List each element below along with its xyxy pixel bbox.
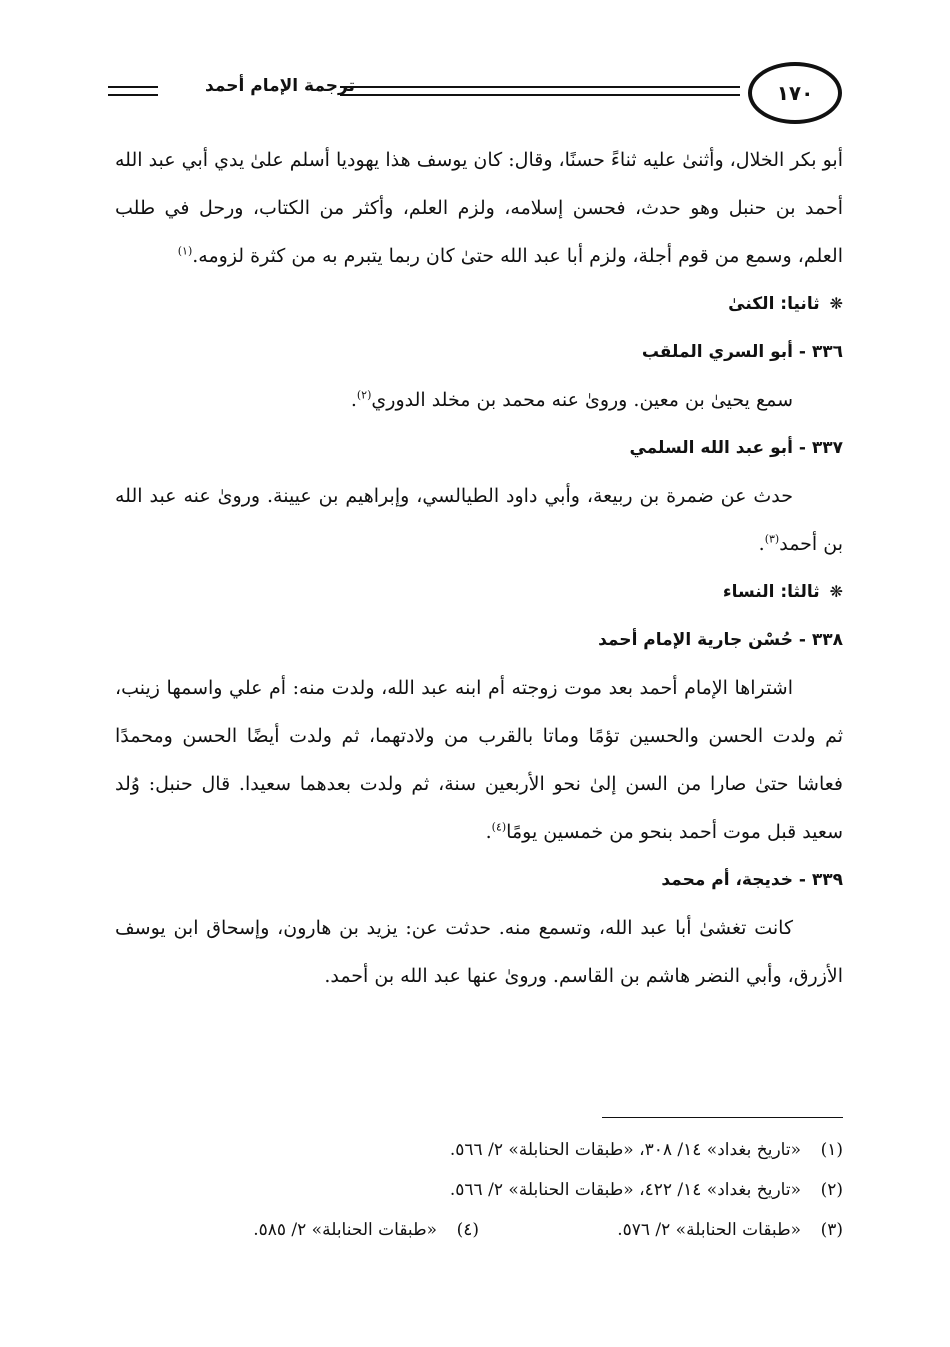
entry-text: كانت تغشىٰ أبا عبد الله، وتسمع منه. حدثت عن: يزيد بن هارون، وإسحاق ابن يوسف الأزرق، وأبي النضر هاشم بن القاسم. وروىٰ عنها عبد الله بن أحمد.	[115, 917, 843, 987]
entry-title: ٣٣٨ - حُسْن جارية الإمام أحمد	[598, 630, 843, 650]
paragraph-text: أبو بكر الخلال، وأثنىٰ عليه ثناءً حسنًا، وقال: كان يوسف هذا يهوديا أسلم علىٰ يدي أبي عبد الله أحمد بن حنبل وهو حدث، فحسن إسلامه، ولزم العلم، وأكثر من الكتاب، ورحل في طلب العلم، وسمع من قوم أجلة، ولزم أبا عبد الله حتىٰ كان ربما يتبرم به من كثرة لزومه.	[114, 149, 843, 267]
entry-text-body: حدث عن ضمرة بن ربيعة، وأبي داود الطيالسي، وإبراهيم بن عيينة. وروىٰ عنه عبد الله بن أحمد	[115, 485, 843, 555]
footnote-ref: (٤)	[491, 820, 507, 834]
entry-text: سمع يحيىٰ بن معين. وروىٰ عنه محمد بن مخلد الدوري$^{(٢)}$.	[350, 388, 793, 411]
footnote-ref: (١)	[177, 244, 193, 258]
running-title: ترجمة الإمام أحمد	[205, 76, 355, 96]
paragraph	[115, 136, 843, 280]
star-icon: ❋	[829, 582, 843, 601]
footnotes	[115, 1130, 843, 1250]
footnote-ref: (٣)	[764, 532, 780, 546]
header-rule-left	[108, 86, 158, 96]
footnote-text: «تاريخ بغداد» ١٤/ ٣٠٨، «طبقات الحنابلة» ٢/ ٥٦٦.	[449, 1140, 801, 1160]
section-heading	[115, 568, 843, 616]
footnote-ref: (٢)	[356, 388, 372, 402]
footnote-text: «تاريخ بغداد» ١٤/ ٤٢٢، «طبقات الحنابلة» ٢/ ٥٦٦.	[449, 1180, 801, 1200]
entry-title: ٣٣٧ - أبو عبد الله السلمي	[629, 438, 843, 458]
footnote-separator	[602, 1117, 843, 1118]
entry-text-body: سمع يحيىٰ بن معين. وروىٰ عنه محمد بن مخلد الدوري	[371, 389, 793, 411]
section-heading-text: ثانيا: الكنىٰ	[728, 294, 820, 314]
page-header	[108, 62, 838, 118]
entry-text-body: اشتراها الإمام أحمد بعد موت زوجته أم ابنه عبد الله، ولدت منه: أم علي واسمها زينب، ثم ولدت الحسن والحسين تؤمًا وماتا بالقرب من ولادتهما، ثم ولدت أيضًا الحسن ومحمدًا فعاشا حتىٰ صارا من السن إلىٰ نحو الأربعين سنة، ثم ولدت بعدهما سعيدا. قال حنبل: وُلد سعيد قبل موت أحمد بنحو من خمسين يومًا	[115, 677, 843, 843]
entry-text: اشتراها الإمام أحمد بعد موت زوجته أم ابنه عبد الله، ولدت منه: أم علي واسمها زينب، ثم ولدت الحسن والحسين تؤمًا وماتا بالقرب من ولادتهما، ثم ولدت أيضًا الحسن ومحمدًا فعاشا حتىٰ صارا من السن إلىٰ نحو الأربعين سنة، ثم ولدت بعدهما سعيدا. قال حنبل: وُلد سعيد قبل موت أحمد بنحو من خمسين يومًا$^{(٤)}$.	[115, 677, 843, 843]
page-number-text: ١٧٠	[776, 81, 814, 105]
section-heading-text: ثالثا: النساء	[722, 582, 820, 602]
entry-title: ٣٣٦ - أبو السري الملقب	[641, 342, 843, 362]
footnote-number: (٤)	[456, 1220, 479, 1240]
footnote-text: «طبقات الحنابلة» ٢/ ٥٧٦.	[617, 1220, 801, 1240]
header-rule-middle	[340, 86, 740, 96]
footnote-number: (١)	[820, 1140, 843, 1160]
footnote	[479, 1210, 843, 1250]
footnote-pair	[115, 1210, 843, 1250]
footnote	[115, 1170, 843, 1210]
entry-title: ٣٣٩ - خديجة، أم محمد	[661, 870, 843, 890]
footnote-text: «طبقات الحنابلة» ٢/ ٥٨٥.	[253, 1220, 437, 1240]
page-number	[748, 62, 842, 124]
footnote-number: (٢)	[820, 1180, 843, 1200]
footnote	[115, 1210, 479, 1250]
footnote	[115, 1130, 843, 1170]
footnote-number: (٣)	[820, 1220, 843, 1240]
star-icon: ❋	[829, 294, 843, 313]
section-heading	[115, 280, 843, 328]
entry-text: حدث عن ضمرة بن ربيعة، وأبي داود الطيالسي، وإبراهيم بن عيينة. وروىٰ عنه عبد الله بن أحمد$^{(٣)}$.	[115, 485, 843, 555]
page-body	[115, 136, 843, 1000]
